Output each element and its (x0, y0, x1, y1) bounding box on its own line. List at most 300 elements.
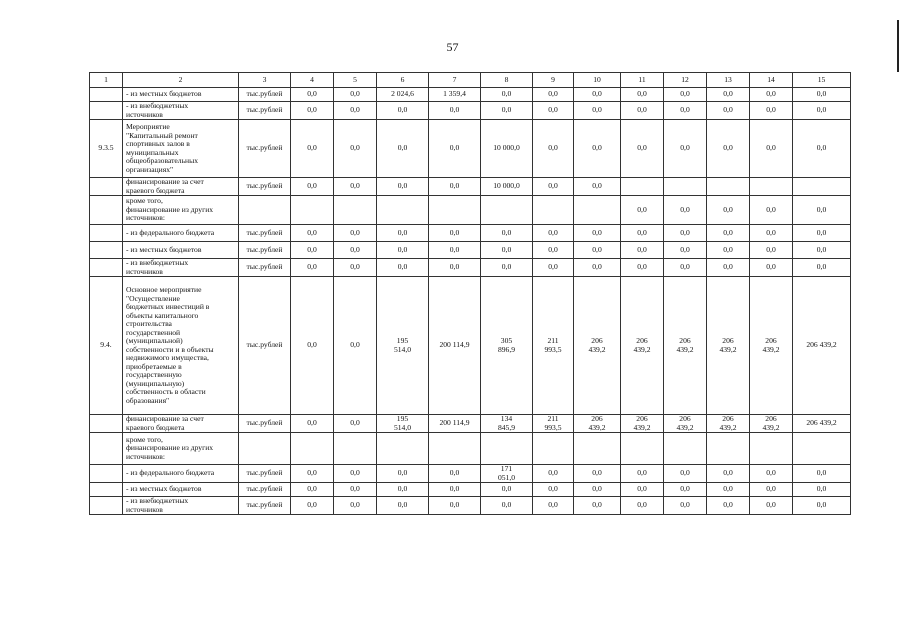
value-cell (574, 483, 621, 497)
value-cell (334, 259, 377, 277)
value-cell (291, 102, 334, 120)
cell-text: 0,0 (307, 105, 317, 115)
value-cell (664, 242, 707, 259)
cell-text: 0,0 (397, 143, 408, 153)
description-cell (123, 225, 239, 242)
cell-text: 10 000,0 (493, 143, 520, 153)
row-number-cell (90, 259, 123, 277)
value-cell (574, 433, 621, 465)
cell-text: 0,0 (592, 143, 602, 153)
cell-text: 206 439,2 (762, 336, 780, 354)
value-cell (334, 225, 377, 242)
cell-text: 0,0 (350, 227, 360, 237)
cell-text: 0,0 (350, 244, 360, 254)
cell-text: 0,0 (449, 484, 460, 494)
value-cell (291, 88, 334, 102)
cell-text: тыс.рублей (246, 181, 283, 191)
cell-text: 0,0 (307, 227, 317, 237)
cell-text: тыс.рублей (246, 89, 283, 99)
unit-cell (239, 178, 291, 196)
value-cell (707, 483, 750, 497)
cell-text: - из местных бюджетов (126, 484, 202, 494)
cell-text: 0,0 (350, 484, 360, 494)
value-cell (621, 178, 664, 196)
header-cell: 3 (239, 73, 291, 88)
cell-text: 171 051,0 (497, 464, 516, 482)
cell-text: 10 000,0 (493, 181, 520, 191)
value-cell (574, 88, 621, 102)
value-cell (621, 415, 664, 433)
unit-cell (239, 277, 291, 415)
cell-text: 0,0 (449, 105, 460, 115)
value-cell (334, 178, 377, 196)
table-row (90, 483, 851, 497)
value-cell (481, 259, 533, 277)
value-cell (334, 465, 377, 483)
value-cell (481, 465, 533, 483)
cell-text: 0,0 (816, 143, 827, 153)
cell-text: 0,0 (723, 143, 733, 153)
cell-text: 206 439,2 (719, 336, 737, 354)
value-cell (621, 465, 664, 483)
cell-text: 211 993,5 (544, 414, 562, 432)
header-cell: 2 (123, 73, 239, 88)
value-cell (291, 196, 334, 225)
cell-text: 0,0 (592, 244, 602, 254)
cell-text: 0,0 (723, 105, 733, 115)
value-cell (429, 102, 481, 120)
value-cell (750, 483, 793, 497)
description-cell (123, 433, 239, 465)
value-cell (533, 120, 574, 178)
value-cell (334, 88, 377, 102)
value-cell (793, 277, 851, 415)
table-row (90, 242, 851, 259)
header-cell: 1 (90, 73, 123, 88)
value-cell (429, 88, 481, 102)
cell-text: 0,0 (307, 500, 317, 510)
cell-text: 0,0 (350, 89, 360, 99)
cell-text: 0,0 (449, 143, 460, 153)
cell-text: 0,0 (816, 105, 827, 115)
value-cell (707, 178, 750, 196)
cell-text: 0,0 (350, 105, 360, 115)
header-cell: 14 (750, 73, 793, 88)
cell-text: 0,0 (350, 468, 360, 478)
cell-text: 0,0 (307, 244, 317, 254)
value-cell (664, 433, 707, 465)
value-cell (707, 196, 750, 225)
value-cell (621, 196, 664, 225)
cell-text: 0,0 (680, 244, 690, 254)
cell-text: - из внебюджетных источников (126, 101, 189, 119)
cell-text: 9.4. (100, 340, 112, 350)
cell-text: 0,0 (397, 181, 408, 191)
cell-text: 0,0 (307, 181, 317, 191)
header-cell: 9 (533, 73, 574, 88)
value-cell (429, 196, 481, 225)
page-edge-line (897, 20, 899, 72)
row-number-cell (90, 433, 123, 465)
value-cell (533, 225, 574, 242)
cell-text: 9.3.5 (98, 143, 114, 153)
value-cell (707, 225, 750, 242)
cell-text: тыс.рублей (246, 244, 283, 254)
value-cell (574, 497, 621, 515)
value-cell (533, 259, 574, 277)
row-number-cell (90, 242, 123, 259)
cell-text: 0,0 (397, 500, 408, 510)
value-cell (664, 88, 707, 102)
table-row (90, 433, 851, 465)
row-number-cell (90, 225, 123, 242)
cell-text: 0,0 (307, 143, 317, 153)
value-cell (481, 120, 533, 178)
cell-text: 206 439,2 (762, 414, 780, 432)
cell-text: 0,0 (723, 484, 733, 494)
value-cell (429, 483, 481, 497)
value-cell (291, 225, 334, 242)
cell-text: кроме того, финансирование из других источников: (126, 434, 214, 461)
cell-text: - из внебюджетных источников (126, 496, 189, 514)
header-cell: 5 (334, 73, 377, 88)
cell-text: 206 439,2 (806, 340, 837, 350)
budget-table (89, 72, 851, 515)
cell-text: 0,0 (723, 244, 733, 254)
value-cell (481, 277, 533, 415)
cell-text: 0,0 (307, 484, 317, 494)
cell-text: - из местных бюджетов (126, 244, 202, 254)
cell-text: 0,0 (350, 143, 360, 153)
value-cell (291, 259, 334, 277)
unit-cell (239, 497, 291, 515)
cell-text: 0,0 (548, 143, 558, 153)
value-cell (377, 259, 429, 277)
value-cell (291, 483, 334, 497)
value-cell (750, 242, 793, 259)
cell-text: 0,0 (548, 89, 558, 99)
cell-text: 0,0 (501, 89, 512, 99)
table-row (90, 259, 851, 277)
header-cell: 11 (621, 73, 664, 88)
cell-text: 0,0 (637, 227, 647, 237)
cell-text: 211 993,5 (544, 336, 562, 354)
header-cell: 10 (574, 73, 621, 88)
cell-text: 206 439,2 (806, 418, 837, 428)
cell-text: 0,0 (397, 244, 408, 254)
cell-text: 0,0 (350, 340, 360, 350)
table-row (90, 415, 851, 433)
cell-text: 0,0 (680, 500, 690, 510)
value-cell (481, 225, 533, 242)
row-number-cell (90, 497, 123, 515)
cell-text: - из федерального бюджета (126, 468, 215, 478)
cell-text: 0,0 (637, 262, 647, 272)
cell-text: 0,0 (766, 484, 776, 494)
value-cell (377, 483, 429, 497)
value-cell (707, 88, 750, 102)
value-cell (574, 178, 621, 196)
value-cell (793, 433, 851, 465)
value-cell (664, 277, 707, 415)
value-cell (707, 120, 750, 178)
value-cell (621, 433, 664, 465)
cell-text: 0,0 (548, 181, 558, 191)
description-cell (123, 102, 239, 120)
value-cell (533, 88, 574, 102)
cell-text: 0,0 (766, 89, 776, 99)
table-row (90, 225, 851, 242)
description-cell (123, 242, 239, 259)
value-cell (574, 102, 621, 120)
row-number-cell (90, 415, 123, 433)
value-cell (291, 178, 334, 196)
value-cell (707, 242, 750, 259)
value-cell (291, 433, 334, 465)
cell-text: 0,0 (307, 418, 317, 428)
cell-text: 0,0 (723, 500, 733, 510)
table-row (90, 120, 851, 178)
value-cell (429, 277, 481, 415)
value-cell (377, 225, 429, 242)
header-cell: 4 (291, 73, 334, 88)
cell-text: 0,0 (449, 500, 460, 510)
cell-text: 0,0 (548, 244, 558, 254)
cell-text: 2 024,6 (391, 89, 414, 99)
cell-text: 0,0 (449, 227, 460, 237)
value-cell (750, 88, 793, 102)
cell-text: - из федерального бюджета (126, 227, 215, 237)
cell-text: 0,0 (766, 227, 776, 237)
unit-cell (239, 88, 291, 102)
cell-text: 0,0 (548, 500, 558, 510)
value-cell (621, 483, 664, 497)
cell-text: 0,0 (637, 500, 647, 510)
value-cell (707, 102, 750, 120)
row-number-cell (90, 120, 123, 178)
value-cell (429, 497, 481, 515)
value-cell (793, 497, 851, 515)
value-cell (377, 497, 429, 515)
value-cell (291, 242, 334, 259)
value-cell (750, 259, 793, 277)
description-cell (123, 120, 239, 178)
unit-cell (239, 465, 291, 483)
description-cell (123, 497, 239, 515)
cell-text: 0,0 (637, 143, 647, 153)
cell-text: 0,0 (766, 105, 776, 115)
value-cell (750, 277, 793, 415)
description-cell (123, 88, 239, 102)
value-cell (793, 120, 851, 178)
value-cell (574, 465, 621, 483)
cell-text: 0,0 (766, 500, 776, 510)
value-cell (377, 102, 429, 120)
value-cell (429, 433, 481, 465)
value-cell (793, 225, 851, 242)
value-cell (750, 225, 793, 242)
value-cell (621, 277, 664, 415)
cell-text: 0,0 (680, 262, 690, 272)
header-cell: 15 (793, 73, 851, 88)
value-cell (707, 433, 750, 465)
cell-text: 0,0 (766, 262, 776, 272)
value-cell (707, 497, 750, 515)
value-cell (707, 277, 750, 415)
unit-cell (239, 415, 291, 433)
value-cell (750, 433, 793, 465)
row-number-cell (90, 465, 123, 483)
table-row (90, 277, 851, 415)
cell-text: 0,0 (816, 244, 827, 254)
value-cell (377, 415, 429, 433)
value-cell (533, 433, 574, 465)
description-cell (123, 415, 239, 433)
cell-text: 0,0 (501, 500, 512, 510)
value-cell (664, 465, 707, 483)
value-cell (750, 415, 793, 433)
value-cell (793, 88, 851, 102)
value-cell (574, 242, 621, 259)
value-cell (377, 88, 429, 102)
cell-text: 0,0 (766, 143, 776, 153)
value-cell (621, 497, 664, 515)
value-cell (481, 483, 533, 497)
row-number-cell (90, 102, 123, 120)
table-body (90, 73, 851, 515)
cell-text: 0,0 (637, 484, 647, 494)
cell-text: 0,0 (307, 89, 317, 99)
cell-text: 0,0 (548, 227, 558, 237)
row-number-cell (90, 483, 123, 497)
cell-text: 0,0 (680, 484, 690, 494)
cell-text: 0,0 (766, 204, 776, 214)
cell-text: 0,0 (723, 468, 733, 478)
value-cell (664, 225, 707, 242)
cell-text: 0,0 (501, 484, 512, 494)
cell-text: 206 439,2 (588, 414, 606, 432)
value-cell (574, 120, 621, 178)
value-cell (793, 415, 851, 433)
table-header-row (90, 73, 851, 88)
value-cell (334, 196, 377, 225)
cell-text: 0,0 (723, 89, 733, 99)
value-cell (533, 102, 574, 120)
value-cell (533, 415, 574, 433)
value-cell (533, 178, 574, 196)
value-cell (664, 497, 707, 515)
unit-cell (239, 242, 291, 259)
value-cell (533, 242, 574, 259)
cell-text: 0,0 (592, 484, 602, 494)
cell-text: 195 514,0 (393, 336, 412, 354)
unit-cell (239, 225, 291, 242)
value-cell (429, 120, 481, 178)
value-cell (750, 497, 793, 515)
unit-cell (239, 120, 291, 178)
cell-text: 0,0 (501, 262, 512, 272)
row-number-cell (90, 277, 123, 415)
cell-text: 0,0 (350, 500, 360, 510)
cell-text: 206 439,2 (633, 336, 651, 354)
value-cell (621, 120, 664, 178)
cell-text: Основное мероприятие "Осуществление бюджетных инвестиций в объекты капитального строительства государственной (муниципальной) собственности и в объекты недвижимого имущества, приобретаемые в государственную (муниципальную) собственность в области образования" (126, 285, 214, 405)
cell-text: 1 359,4 (443, 89, 466, 99)
row-number-cell (90, 178, 123, 196)
unit-cell (239, 102, 291, 120)
value-cell (334, 242, 377, 259)
value-cell (793, 178, 851, 196)
cell-text: 0,0 (397, 262, 408, 272)
cell-text: 0,0 (501, 227, 512, 237)
cell-text: тыс.рублей (246, 340, 283, 350)
value-cell (793, 483, 851, 497)
value-cell (750, 465, 793, 483)
value-cell (707, 465, 750, 483)
value-cell (533, 277, 574, 415)
value-cell (793, 242, 851, 259)
cell-text: - из местных бюджетов (126, 89, 202, 99)
value-cell (750, 102, 793, 120)
value-cell (481, 178, 533, 196)
value-cell (664, 483, 707, 497)
cell-text: 0,0 (592, 89, 602, 99)
cell-text: 0,0 (449, 468, 460, 478)
value-cell (574, 225, 621, 242)
value-cell (291, 120, 334, 178)
table-row (90, 88, 851, 102)
cell-text: 195 514,0 (393, 414, 412, 432)
cell-text: 305 896,9 (497, 336, 516, 354)
cell-text: 0,0 (816, 484, 827, 494)
cell-text: тыс.рублей (246, 468, 283, 478)
unit-cell (239, 433, 291, 465)
page-number: 57 (446, 40, 459, 54)
value-cell (533, 497, 574, 515)
cell-text: 0,0 (816, 500, 827, 510)
cell-text: 0,0 (397, 227, 408, 237)
value-cell (574, 196, 621, 225)
cell-text: 0,0 (680, 105, 690, 115)
header-cell: 7 (429, 73, 481, 88)
table-row (90, 465, 851, 483)
value-cell (621, 259, 664, 277)
value-cell (793, 196, 851, 225)
cell-text: 206 439,2 (588, 336, 606, 354)
cell-text: 0,0 (501, 244, 512, 254)
value-cell (664, 102, 707, 120)
value-cell (429, 242, 481, 259)
cell-text: 0,0 (548, 484, 558, 494)
description-cell (123, 178, 239, 196)
cell-text: 0,0 (637, 105, 647, 115)
cell-text: 206 439,2 (676, 414, 694, 432)
cell-text: 0,0 (449, 181, 460, 191)
value-cell (291, 465, 334, 483)
value-cell (429, 178, 481, 196)
cell-text: 0,0 (592, 500, 602, 510)
cell-text: кроме того, финансирование из других источников: (126, 196, 214, 223)
value-cell (334, 497, 377, 515)
cell-text: 0,0 (816, 204, 827, 214)
row-number-cell (90, 196, 123, 225)
cell-text: финансирование за счет краевого бюджета (126, 177, 204, 195)
value-cell (377, 465, 429, 483)
value-cell (750, 178, 793, 196)
value-cell (574, 277, 621, 415)
cell-text: 0,0 (680, 468, 690, 478)
value-cell (377, 120, 429, 178)
